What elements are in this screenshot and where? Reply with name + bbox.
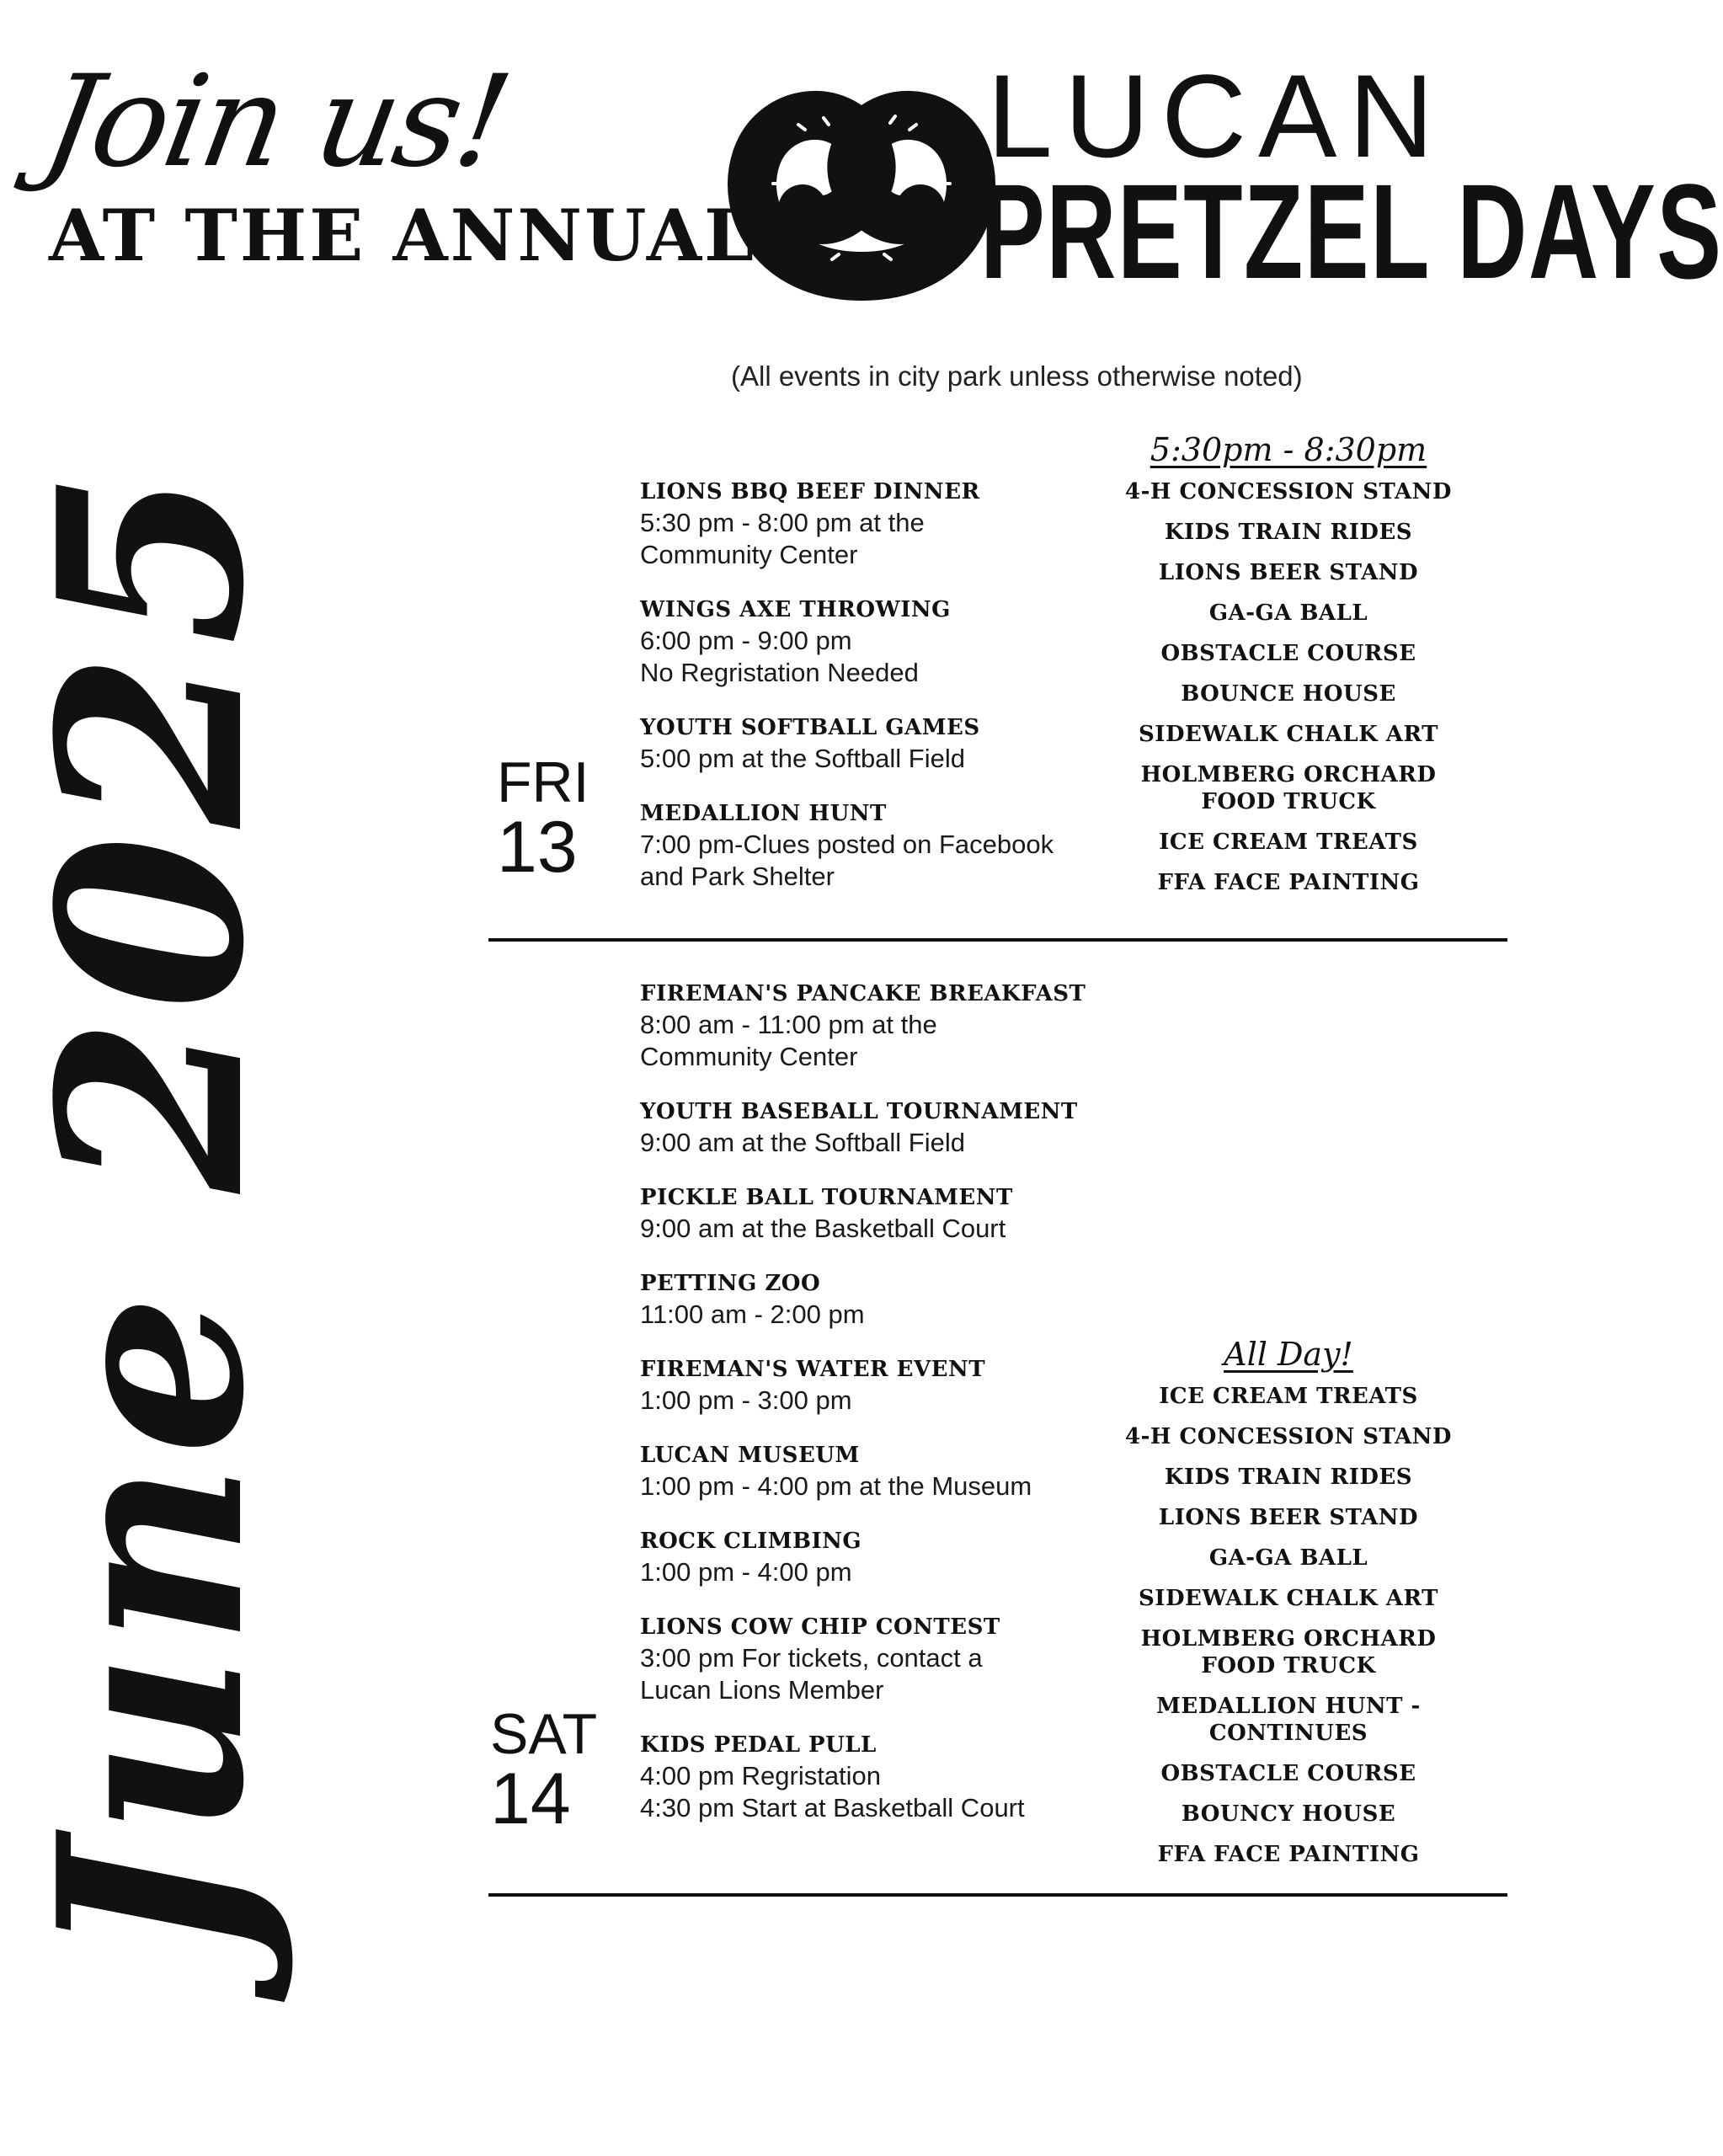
activity-item: GA-GA BALL <box>1208 600 1368 626</box>
activity-item: FFA FACE PAINTING <box>1157 1842 1420 1867</box>
event-title: MEDALLION HUNT <box>640 801 887 826</box>
activity-item: ICE CREAM TREATS <box>1159 1384 1418 1409</box>
event-title: ROCK CLIMBING <box>640 1529 862 1554</box>
saturday-day-name: SAT <box>490 1702 598 1766</box>
event-title: LUCAN MUSEUM <box>640 1443 860 1468</box>
activity-item: LIONS BEER STAND <box>1158 1505 1419 1530</box>
saturday-day-number: 14 <box>490 1758 571 1839</box>
friday-time-heading: 5:30pm - 8:30pm <box>1150 431 1427 468</box>
activity-item: FFA FACE PAINTING <box>1157 870 1420 895</box>
activity-item: SIDEWALK CHALK ART <box>1139 722 1438 747</box>
event-detail: 4:30 pm Start at Basketball Court <box>640 1793 1025 1822</box>
at-the-annual-heading: AT THE ANNUAL... <box>49 194 838 277</box>
event-detail: 5:00 pm at the Softball Field <box>640 744 966 773</box>
event-item <box>640 1612 1112 1706</box>
event-detail: and Park Shelter <box>640 862 835 891</box>
friday-day-name: FRI <box>497 750 589 814</box>
event-title: FIREMAN'S PANCAKE BREAKFAST <box>640 981 1086 1006</box>
event-detail: Lucan Lions Member <box>640 1675 884 1705</box>
activity-item: KIDS TRAIN RIDES <box>1164 1465 1413 1490</box>
saturday-all-day-activities <box>1078 1332 1499 1881</box>
event-detail: 1:00 pm - 3:00 pm <box>640 1385 852 1415</box>
activity-item: 4-H CONCESSION STAND <box>1125 1424 1452 1449</box>
event-detail: No Regristation Needed <box>640 658 919 687</box>
event-item <box>640 1097 1112 1159</box>
event-detail: 8:00 am - 11:00 pm at the <box>640 1010 937 1039</box>
friday-label <box>497 750 589 888</box>
saturday-label <box>490 1702 598 1839</box>
activity-item: OBSTACLE COURSE <box>1160 1761 1416 1786</box>
event-detail: Community Center <box>640 1042 858 1071</box>
event-item <box>640 1268 1112 1331</box>
event-detail: 11:00 am - 2:00 pm <box>640 1299 865 1329</box>
activity-item: BOUNCY HOUSE <box>1181 1801 1396 1827</box>
activity-item: SIDEWALK CHALK ART <box>1139 1586 1438 1611</box>
event-item <box>640 1440 1112 1502</box>
event-detail: Community Center <box>640 540 858 569</box>
activity-item: ICE CREAM TREATS <box>1159 830 1418 855</box>
activity-item: HOLMBERG ORCHARD FOOD TRUCK <box>1140 762 1437 814</box>
section-divider <box>488 938 1507 942</box>
activity-item: KIDS TRAIN RIDES <box>1164 520 1413 545</box>
june-2025-vertical-title: June 2025 <box>3 462 300 1962</box>
activity-item: OBSTACLE COURSE <box>1160 641 1416 666</box>
event-item <box>640 712 1112 775</box>
lucan-title: LUCAN <box>987 50 1446 182</box>
event-detail: 5:30 pm - 8:00 pm at the <box>640 508 925 537</box>
event-item <box>640 1526 1112 1588</box>
activity-item: MEDALLION HUNT - CONTINUES <box>1156 1694 1421 1746</box>
event-detail: 3:00 pm For tickets, contact a <box>640 1643 983 1673</box>
saturday-events <box>640 979 1112 1848</box>
event-title: YOUTH SOFTBALL GAMES <box>640 715 980 740</box>
section-divider <box>488 1893 1507 1897</box>
event-detail: 9:00 am at the Basketball Court <box>640 1214 1006 1243</box>
event-item <box>640 1354 1112 1417</box>
event-detail: 1:00 pm - 4:00 pm at the Museum <box>640 1471 1032 1501</box>
saturday-time-heading: All Day! <box>1224 1336 1353 1373</box>
pretzel-days-title: PRETZEL DAYS <box>980 156 1723 307</box>
event-title: YOUTH BASEBALL TOURNAMENT <box>640 1099 1078 1124</box>
friday-evening-activities <box>1078 428 1499 910</box>
event-title: LIONS COW CHIP CONTEST <box>640 1614 1000 1640</box>
event-detail: 9:00 am at the Softball Field <box>640 1128 966 1157</box>
event-title: LIONS BBQ BEEF DINNER <box>640 479 980 504</box>
event-item <box>640 979 1112 1073</box>
join-us-heading: Join us! <box>33 49 518 195</box>
event-title: PETTING ZOO <box>640 1271 821 1296</box>
event-item <box>640 477 1112 571</box>
pretzel-icon <box>723 66 1000 302</box>
event-detail: 7:00 pm-Clues posted on Facebook <box>640 830 1054 859</box>
event-title: WINGS AXE THROWING <box>640 597 951 622</box>
activity-item: LIONS BEER STAND <box>1158 560 1419 585</box>
activity-item: GA-GA BALL <box>1208 1545 1368 1571</box>
activity-item: 4-H CONCESSION STAND <box>1125 479 1452 504</box>
activity-item: HOLMBERG ORCHARD FOOD TRUCK <box>1140 1626 1437 1678</box>
event-item <box>640 1730 1112 1824</box>
event-item <box>640 798 1112 893</box>
activity-item: BOUNCE HOUSE <box>1181 681 1396 707</box>
event-detail: 1:00 pm - 4:00 pm <box>640 1557 852 1587</box>
event-detail: 4:00 pm Regristation <box>640 1761 882 1790</box>
location-note: (All events in city park unless otherwise noted) <box>731 360 1303 392</box>
event-item <box>640 1182 1112 1245</box>
event-item <box>640 595 1112 689</box>
event-title: FIREMAN'S WATER EVENT <box>640 1357 986 1382</box>
event-title: PICKLE BALL TOURNAMENT <box>640 1185 1013 1210</box>
event-title: KIDS PEDAL PULL <box>640 1732 877 1758</box>
friday-events <box>640 477 1112 916</box>
event-detail: 6:00 pm - 9:00 pm <box>640 626 852 655</box>
friday-day-number: 13 <box>497 807 578 888</box>
